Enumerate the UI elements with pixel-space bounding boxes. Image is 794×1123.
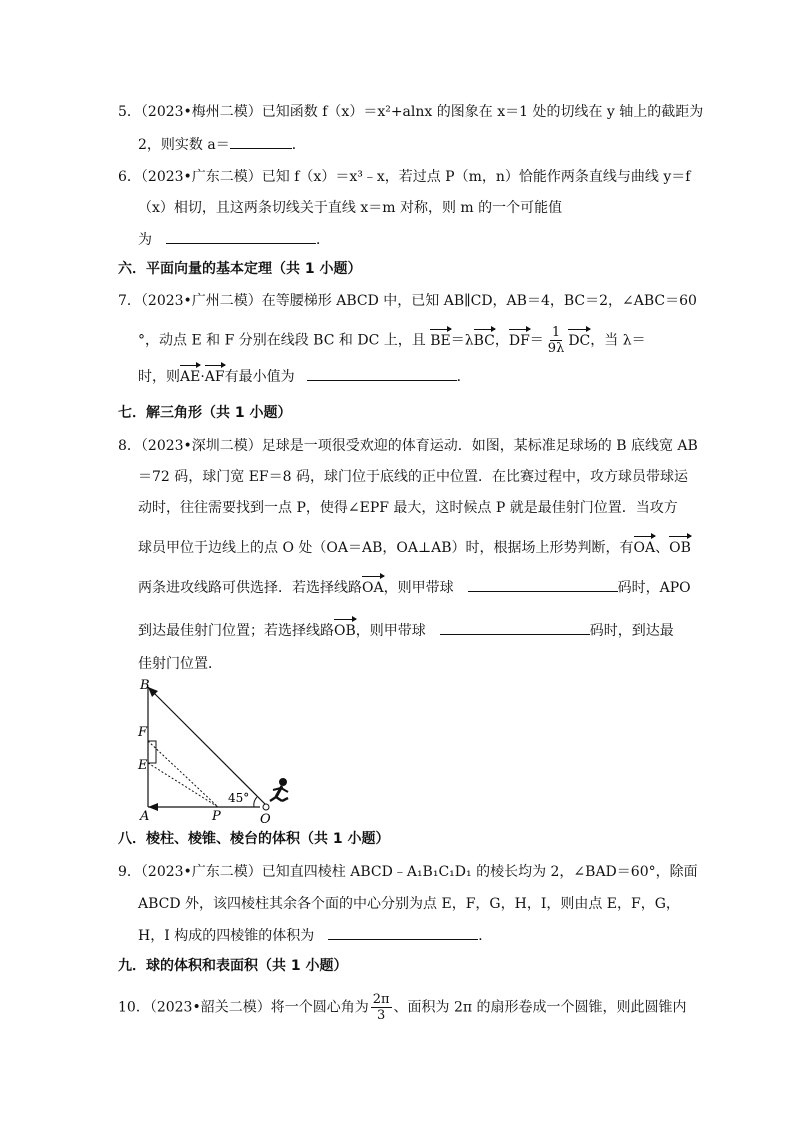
section-heading-8: 八．棱柱、棱锥、棱台的体积（共 1 小题） (118, 831, 390, 847)
q8-line7: 佳射门位置． (138, 656, 222, 672)
section-heading-6: 六．平面向量的基本定理（共 1 小题） (118, 261, 362, 277)
q8-line5: 两条进攻线路可供选择．若选择线路OA，则甲带球 码时，APO (138, 577, 691, 598)
angle-label: 45° (228, 791, 250, 805)
vector-df: DF (508, 332, 530, 349)
label-o: O (260, 812, 271, 825)
q5-answer-blank[interactable] (230, 134, 292, 149)
q7-line1: 7．（2023•广州二模）在等腰梯形 ABCD 中，已知 AB∥CD，AB＝4，BC＝2，∠ABC＝60 (118, 293, 697, 309)
label-a: A (140, 809, 150, 824)
vector-oa-route: OA (362, 580, 384, 596)
label-f: F (138, 725, 148, 740)
q9-line1: 9．（2023•广东二模）已知直四棱柱 ABCD﹣A₁B₁C₁D₁ 的棱长均为 2，∠BAD＝60°，除面 (118, 864, 698, 880)
vector-ob: OB (669, 540, 691, 556)
q8-line4: 球员甲位于边线上的点 O 处（OA＝AB，OA⊥AB）时，根据场上形势判断，有OA、OB (138, 540, 691, 556)
q9-answer-blank[interactable] (328, 925, 478, 940)
fraction-1-over-9lambda: $\frac{1}{9\lambda}$ (547, 325, 565, 356)
q6-line1: 6．（2023•广东二模）已知 f（x）＝x³﹣x，若过点 P（m，n）恰能作两条直线与曲线 y＝f (118, 169, 691, 185)
label-b: B (140, 678, 150, 693)
vector-ob-route: OB (334, 623, 356, 639)
vector-ae: AE (180, 369, 201, 385)
q8-line6: 到达最佳射门位置；若选择线路OB，则甲带球 码时，到达最 (138, 620, 674, 641)
q7-line3: 时，则AE·AF有最小值为 ． (138, 366, 471, 387)
label-p: P (212, 809, 221, 824)
q6-line3: 为 ． (138, 229, 330, 250)
fraction-2pi-over-3: $\frac{2\pi}{3}$ (372, 992, 390, 1023)
vector-bc: BC (473, 332, 495, 349)
vector-dc: DC (568, 332, 591, 349)
q8-answer-blank-2[interactable] (440, 620, 590, 635)
q9-line3: H，I 构成的四棱锥的体积为 ． (138, 925, 492, 946)
q10-line1: 10．（2023•韶关二模）将一个圆心角为 $\frac{2\pi}{3}$ 、面积为 2π 的扇形卷成一个圆锥，则此圆锥内 (118, 992, 687, 1023)
q5-line1: 5．（2023•梅州二模）已知函数 f（x）＝x²+alnx 的图象在 x＝1 处的切线在 y 轴上的截距为 (118, 104, 704, 120)
q6-answer-blank[interactable] (166, 229, 316, 244)
section-heading-7: 七．解三角形（共 1 小题） (118, 405, 292, 421)
q6-line2: （x）相切，且这两条切线关于直线 x＝m 对称，则 m 的一个可能值 (138, 200, 563, 216)
vector-af: AF (204, 369, 225, 385)
section-heading-9: 九．球的体积和表面积（共 1 小题） (118, 958, 348, 974)
vector-be: BE (430, 332, 451, 349)
q8-answer-blank-1[interactable] (468, 577, 618, 592)
runner-icon (270, 779, 288, 802)
q7-line2: °，动点 E 和 F 分别在线段 BC 和 DC 上，且 BE＝λBC，DF＝ $\frac{1}{9\lambda}$ DC，当 λ＝ (138, 325, 646, 356)
q5-line2: 2，则实数 a＝ ． (138, 134, 306, 155)
q8-line1: 8．（2023•深圳二模）足球是一项很受欢迎的体育运动．如图，某标准足球场的 B 底线宽 AB (118, 438, 698, 454)
q9-line2: ABCD 外，该四棱柱其余各个面的中心分别为点 E，F，G，H，I，则由点 E，F，G， (138, 896, 680, 912)
vector-oa: OA (633, 540, 656, 556)
label-e: E (138, 758, 148, 773)
soccer-field-figure (130, 675, 305, 825)
q8-line3: 动时，往往需要找到一点 P，使得∠EPF 最大，这时候点 P 就是最佳射门位置．当攻方 (138, 500, 678, 516)
q7-answer-blank[interactable] (307, 366, 457, 381)
q8-line2: ＝72 码，球门宽 EF＝8 码，球门位于底线的正中位置．在比赛过程中，攻方球员带球运 (138, 469, 689, 485)
